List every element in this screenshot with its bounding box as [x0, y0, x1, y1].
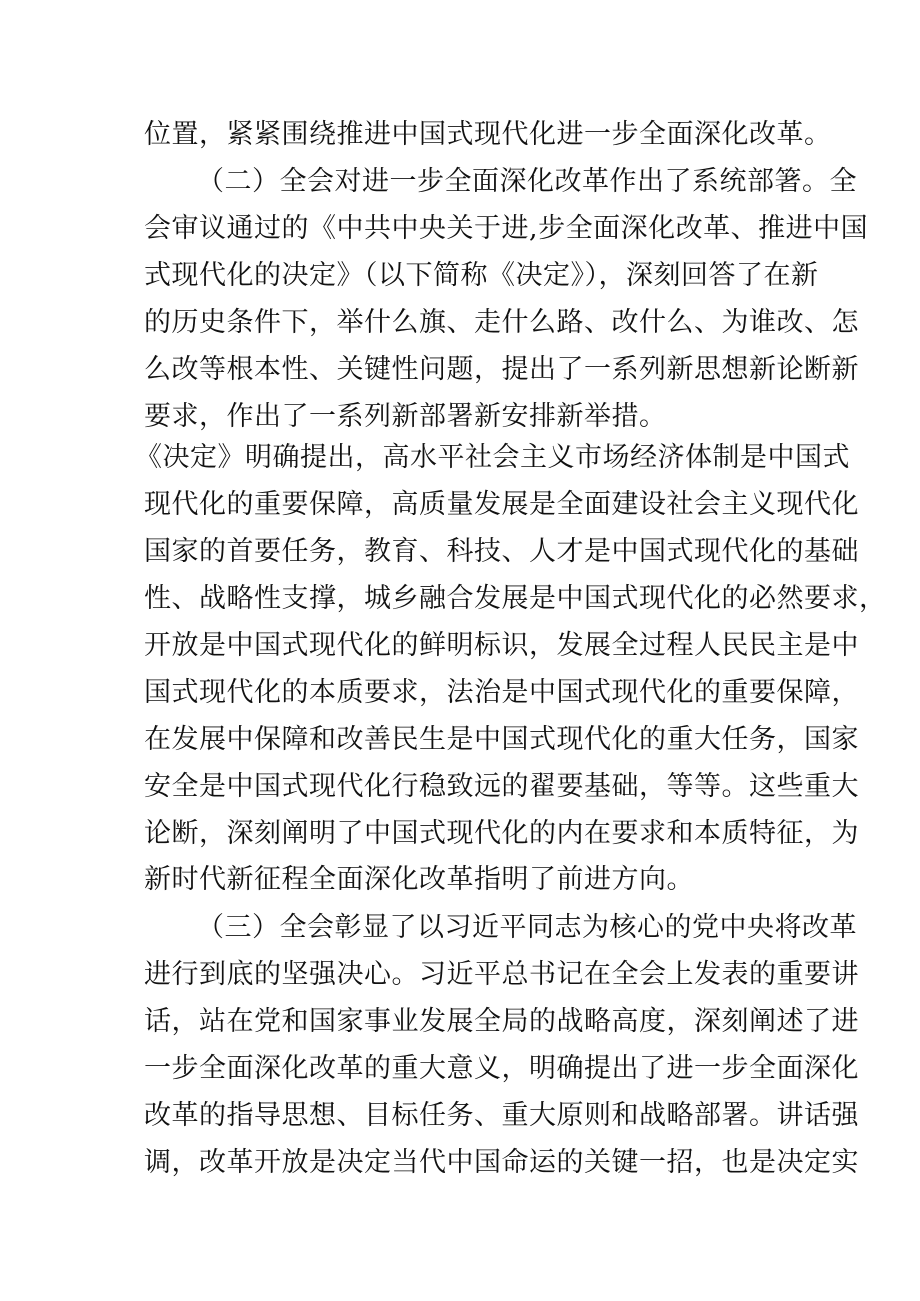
text-line: 么改等根本性、关键性问题，提出了一系列新思想新论断新 — [144, 354, 859, 385]
text-line: 国式现代化的本质要求，法治是中国式现代化的重要保障， — [144, 677, 859, 708]
text-line: 改革的指导思想、目标任务、重大原则和战略部署。讲话强 — [144, 1100, 859, 1131]
text-line: 话，站在党和国家事业发展全局的战略高度，深刻阐述了进 — [144, 1006, 859, 1037]
text-line: 会审议通过的《中共中央关于进,步全面深化改革、推进中国 — [144, 213, 869, 244]
text-line: 开放是中国式现代化的鲜明标识，发展全过程人民民主是中 — [144, 630, 859, 661]
text-line: 在发展中保障和改善民生是中国式现代化的重大任务，国家 — [144, 724, 859, 755]
text-line: 进行到底的坚强决心。习近平总书记在全会上发表的重要讲 — [144, 959, 859, 990]
text-line: 国家的首要任务，教育、科技、人才是中国式现代化的基础 — [144, 536, 859, 567]
text-line: 现代化的重要保障，高质量发展是全面建设社会主义现代化 — [144, 489, 859, 520]
text-line: 的历史条件下，举什么旗、走什么路、改什么、为谁改、怎 — [144, 307, 859, 338]
text-line: 式现代化的决定》（以下简称《决定》），深刻回答了在新 — [144, 260, 819, 291]
text-line: 新时代新征程全面深化改革指明了前进方向。 — [144, 864, 694, 895]
text-line: 安全是中国式现代化行稳致远的翟要基础，等等。这些重大 — [144, 771, 859, 802]
text-line: 性、战略性支撑，城乡融合发展是中国式现代化的必然要求， — [144, 583, 887, 614]
text-line: 调，改革开放是决定当代中国命运的关键一招，也是决定实 — [144, 1147, 859, 1178]
text-line: 一步全面深化改革的重大意义，明确提出了进一步全面深化 — [144, 1053, 859, 1084]
text-line: 《决定》明确提出，高水平社会主义市场经济体制是中国式 — [135, 442, 850, 473]
text-line: （二）全会对进一步全面深化改革作出了系统部箸。全 — [197, 166, 857, 197]
text-line: 论断，深刻阐明了中国式现代化的内在要求和本质特征，为 — [144, 818, 859, 849]
text-line: 要求，作出了一系列新部署新安排新举措。 — [144, 401, 667, 432]
text-line: （三）全会彰显了以习近平同志为核心的党中央将改革 — [197, 912, 857, 943]
text-line: 位置，紧紧围绕推进中国式现代化进一步全面深化改革。 — [144, 119, 832, 150]
